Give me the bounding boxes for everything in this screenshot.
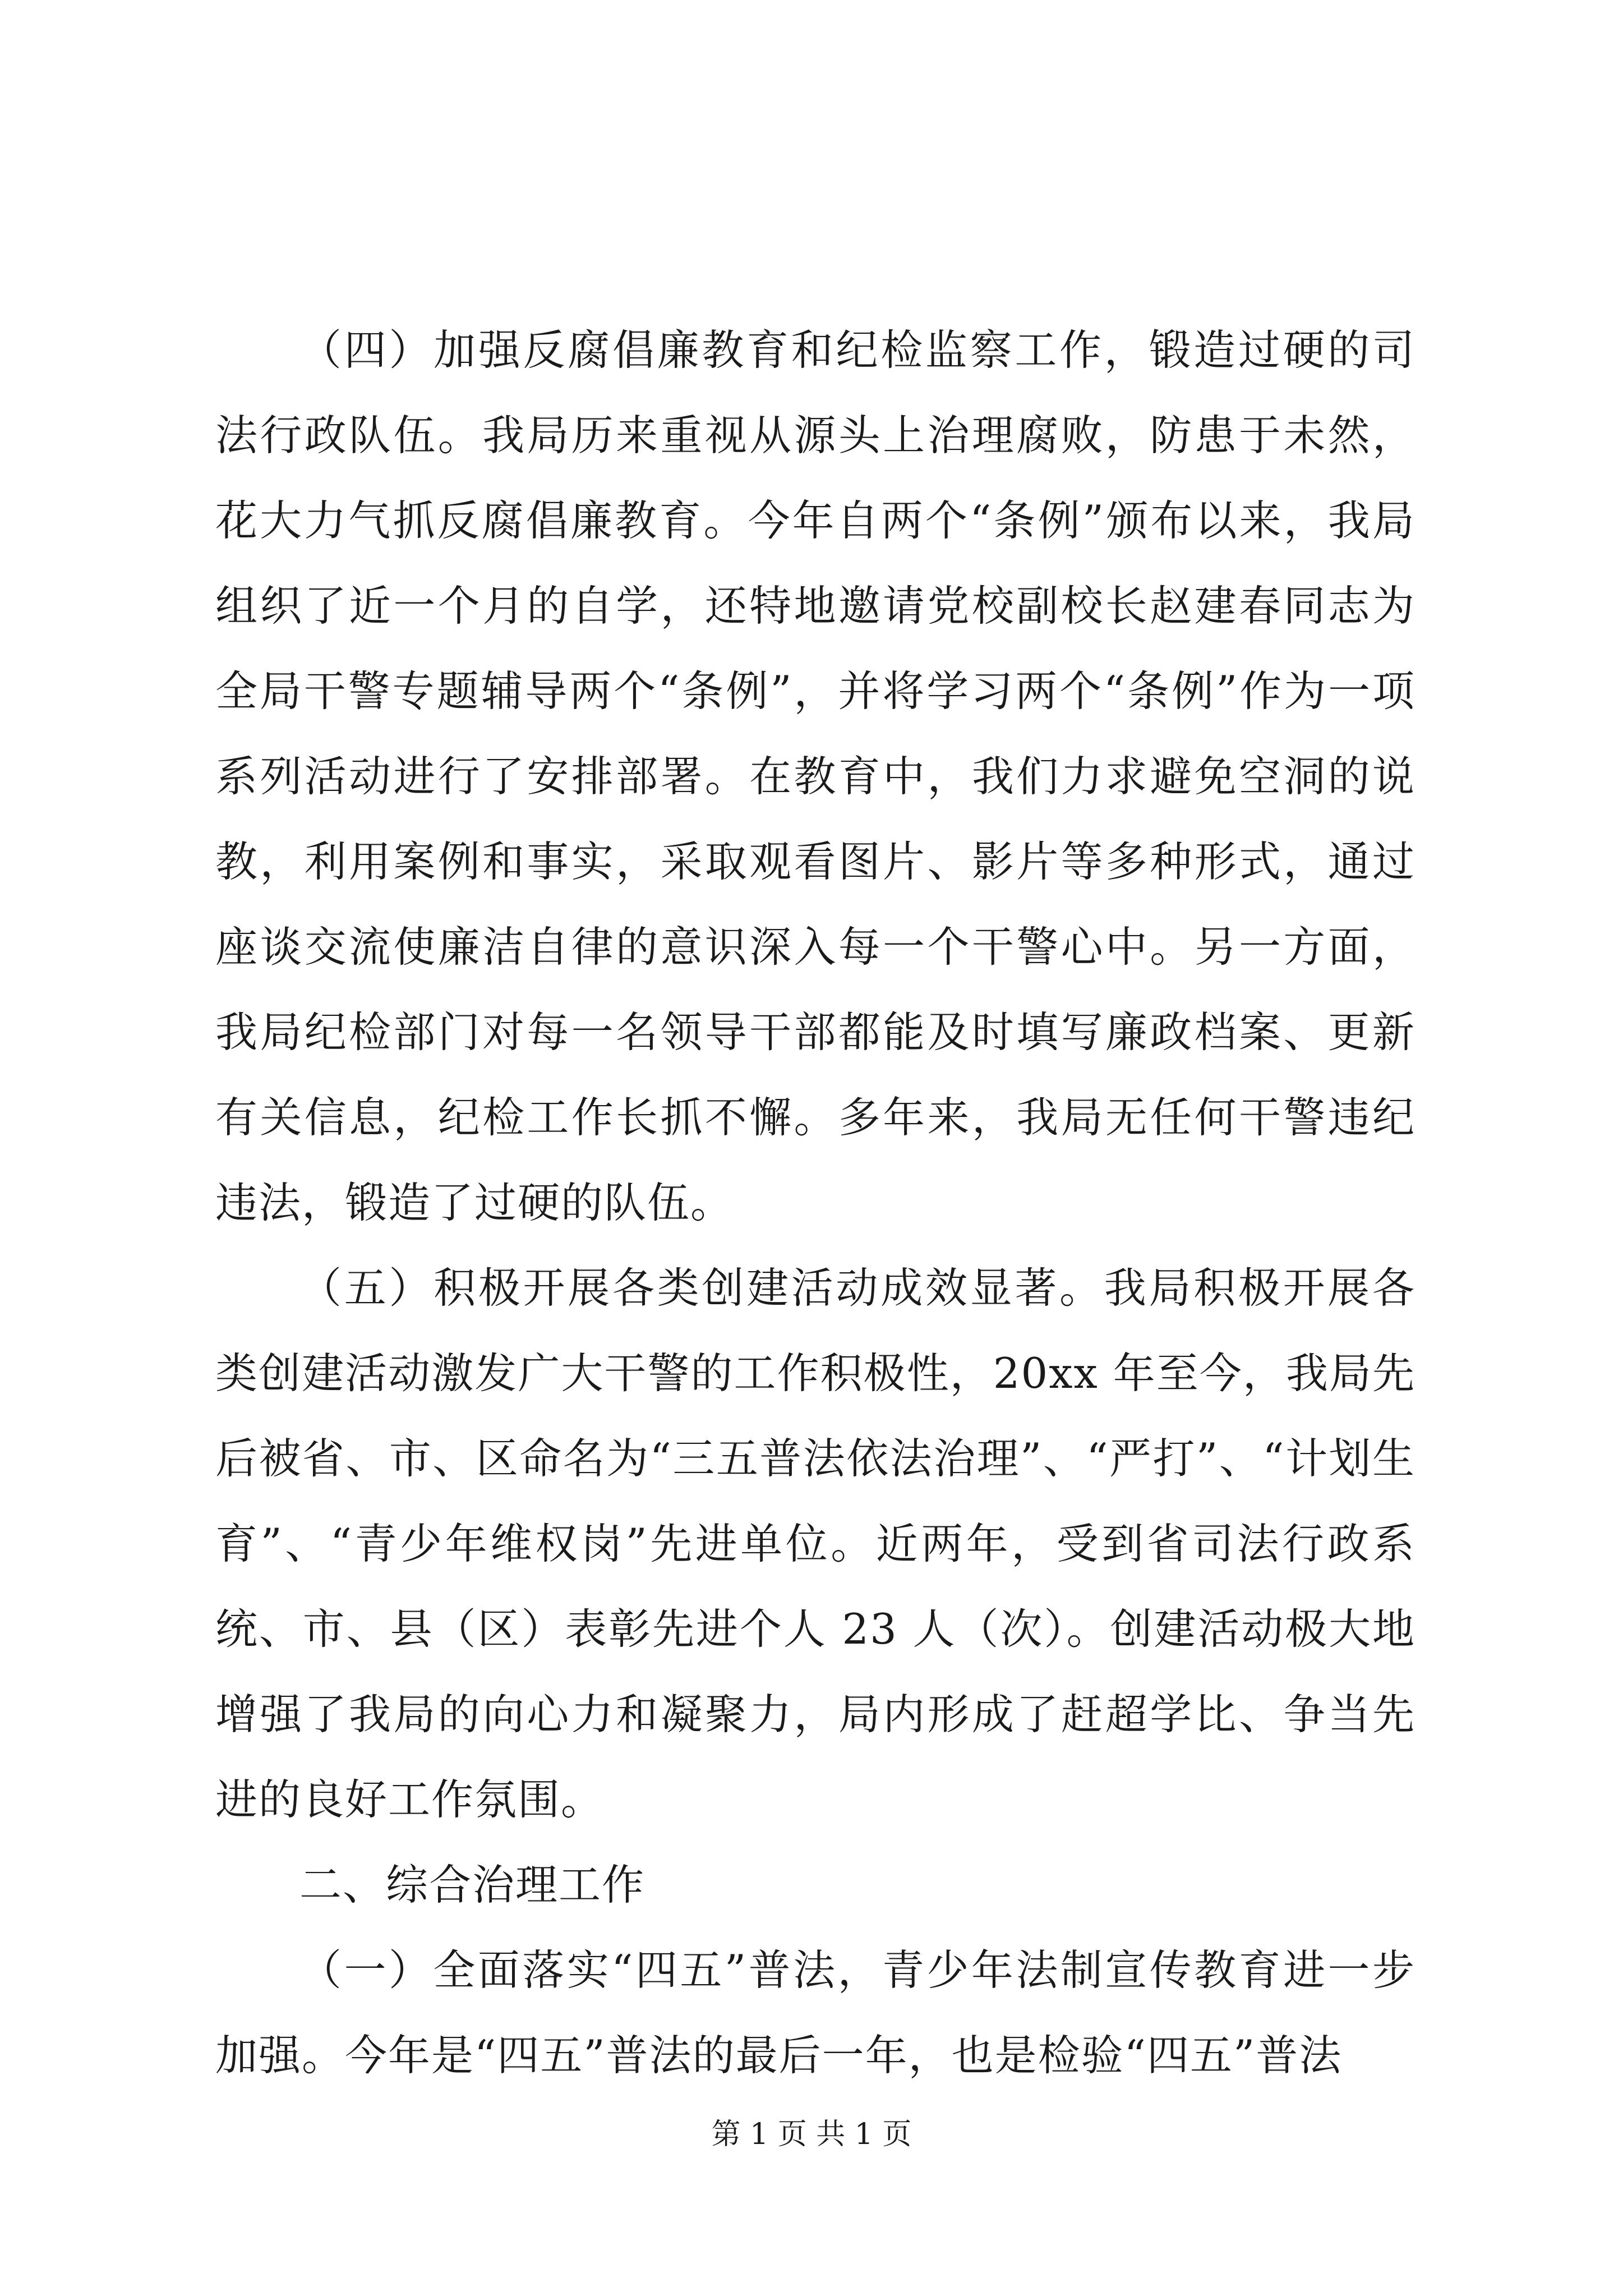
page-footer: 第 1 页 共 1 页: [711, 2118, 912, 2151]
section-heading-comprehensive-governance: 二、综合治理工作: [299, 1860, 645, 1910]
paragraph-creation-activities: （五）积极开展各类创建活动成效显著。我局积极开展各类创建活动激发广大干警的工作积极性，20xx 年至今，我局先后被省、市、区命名为“三五普法依法治理”、“严打”、“计划生育”、“青少年维权岗”先进单位。近两年，受到省司法行政系统、市、县（区）表彰先进个人 23 人（次）。创建活动极大地增强了我局的向心力和凝聚力，局内形成了赶超学比、争当先进的良好工作氛围。: [215, 1263, 1415, 1824]
document-body: [215, 307, 1415, 2098]
paragraph-anti-corruption: （四）加强反腐倡廉教育和纪检监察工作，锻造过硬的司法行政队伍。我局历来重视从源头上治理腐败，防患于未然，花大力气抓反腐倡廉教育。今年自两个“条例”颁布以来，我局组织了近一个月的自学，还特地邀请党校副校长赵建春同志为全局干警专题辅导两个“条例”，并将学习两个“条例”作为一项系列活动进行了安排部署。在教育中，我们力求避免空洞的说教，利用案例和事实，采取观看图片、影片等多种形式，通过座谈交流使廉洁自律的意识深入每一个干警心中。另一方面，我局纪检部门对每一名领导干部都能及时填写廉政档案、更新有关信息，纪检工作长抓不懈。多年来，我局无任何干警违纪违法，锻造了过硬的队伍。: [215, 325, 1415, 1227]
paragraph-legal-education: （一）全面落实“四五”普法，青少年法制宣传教育进一步加强。今年是“四五”普法的最后一年，也是检验“四五”普法: [215, 1945, 1415, 2080]
